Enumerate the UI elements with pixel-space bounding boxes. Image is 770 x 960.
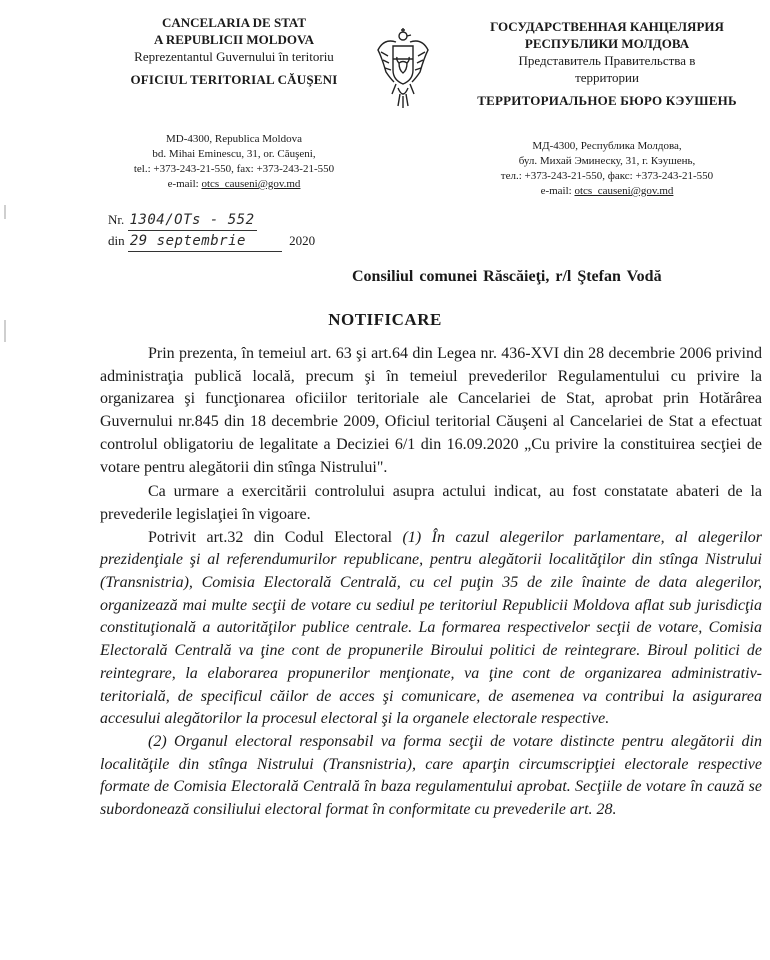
institution-country: A REPUBLICII MOLDOVA — [153, 32, 315, 47]
registration-block — [108, 210, 315, 252]
phone-line-ru: тел.: +373-243-21-550, факс: +373-243-21-550 — [500, 170, 714, 182]
phone-line: tel.: +373-243-21-550, fax: +373-243-21-550 — [133, 163, 335, 175]
email-label: e-mail: — [167, 178, 202, 190]
institution-name: CANCELARIA DE STAT — [162, 15, 306, 30]
addressee: Consiliul comunei Răscăieţi, r/l Ştefan Vodă — [352, 268, 662, 285]
institution-role: Reprezentantul Guvernului în teritoriu — [134, 49, 334, 64]
institution-country-ru: РЕСПУБЛИКИ МОЛДОВА — [524, 36, 690, 51]
registration-number: 1304/OTs - 552 — [128, 210, 257, 231]
law-quote: (1) În cazul alegerilor parlamentare, al alegerilor prezidenţiale şi al referendumurilor republicane, pentru alegătorii localităţilor din stînga Nistrului (Transnistria), Comisia Electorală Centrală, cu cel puţin 35 de zile înainte de data alegerilor, organizează mai multe secţii de votare cu sediul pe teritoriul Republicii Moldova aflat sub jurisdicţia constituţională a autorităţilor publice centrale. La formarea respectivelor secţii de votare, Comisia Electorală Centrală va ţine cont de propunerile Biroului politici de reintegrare. Biroul politici de reintegrare, la elaborarea propunerilor menţionate, va ţine cont de organizarea administrativ-teritorială, de specificul căilor de acces şi comunicare, de asemenea va contribui la asigurarea accesului alegătorilor la procesul electoral şi la organele electorale respective. — [100, 528, 762, 728]
header-right — [452, 18, 762, 199]
address-line: MD-4300, Republica Moldova — [166, 133, 302, 145]
din-label: din — [108, 233, 125, 248]
email-label-ru: e-mail: — [540, 185, 575, 197]
document-body — [100, 343, 762, 822]
law-quote-paragraph: (2) Organul electoral responsabil va forma secţii de votare distincte pentru alegătorii din localităţile din stînga Nistrului (Transnistria), care aparţin circumscripţiei electorale respective formate de Comisia Electorală Centrală în baza regulamentului aprobat. Secţiile de votare în cauză se subordonează consiliului electoral format în conformitate cu prevederile art. 28. — [100, 732, 762, 819]
scan-artifact — [4, 205, 6, 219]
paragraph — [100, 527, 762, 731]
email-line-ru — [452, 184, 762, 199]
email-line — [100, 177, 368, 192]
address-line-ru: бул. Михай Эминеску, 31, г. Кэушень, — [518, 155, 696, 167]
institution-role-ru-cont: территории — [575, 70, 639, 85]
address-block-ru — [452, 139, 762, 199]
registration-date: 29 septembrie — [128, 231, 282, 252]
office-name-ru: ТЕРРИТОРИАЛЬНОЕ БЮРО КЭУШЕНЬ — [477, 93, 737, 108]
email-link-ru[interactable]: otcs_causeni@gov.md — [574, 185, 674, 197]
nr-label: Nr. — [108, 212, 125, 227]
registration-year: 2020 — [289, 233, 316, 248]
paragraph: Ca urmare a exercitării controlului asupra actului indicat, au fost constatate abateri de la prevederile legislaţiei în vigoare. — [100, 483, 762, 523]
address-block — [100, 132, 368, 192]
email-link[interactable]: otcs_causeni@gov.md — [201, 178, 301, 190]
institution-name-ru: ГОСУДАРСТВЕННАЯ КАНЦЕЛЯРИЯ — [490, 19, 724, 34]
address-line-ru: МД-4300, Республика Молдова, — [532, 140, 682, 152]
institution-role-ru: Представитель Правительства в — [518, 53, 696, 68]
paragraph-lead: Potrivit art.32 din Codul Electoral — [148, 528, 403, 546]
document-title: NOTIFICARE — [328, 310, 442, 329]
paragraph: Prin prezenta, în temeiul art. 63 şi art.64 din Legea nr. 436-XVI din 28 decembrie 2006 privind administraţia publică locală, precum şi în temeiul prevederilor Regulamentului cu privire la organizarea şi funcţionarea oficiilor teritoriale ale Cancelariei de Stat, aprobat prin Hotărârea Guvernului nr.845 din 18 decembrie 2009, Oficiul teritorial Căuşeni al Cancelariei de Stat a efectuat controlul obligatoriu de legalitate a Deciziei 6/1 din 16.09.2020 „Cu privire la constituirea secţiei de votare pentru alegătorii din stînga Nistrului". — [100, 345, 762, 476]
address-line: bd. Mihai Eminescu, 31, or. Căuşeni, — [152, 148, 316, 160]
registration-date-row — [108, 231, 315, 252]
office-name: OFICIUL TERITORIAL CĂUŞENI — [130, 72, 338, 87]
registration-number-row — [108, 210, 315, 231]
moldova-coat-of-arms-icon — [376, 28, 430, 110]
header-left — [100, 14, 368, 192]
